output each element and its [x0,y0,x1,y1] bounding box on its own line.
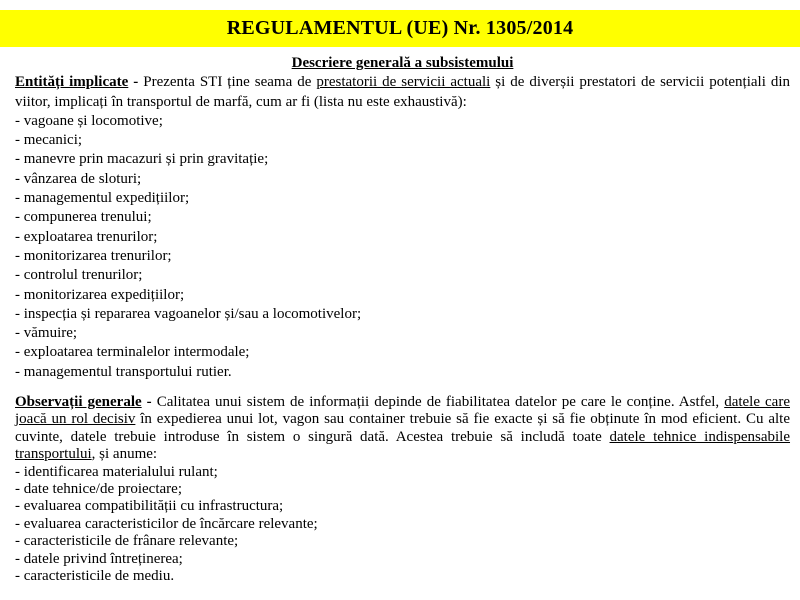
list-item: - vânzarea de sloturi; [15,170,790,189]
section-gap [15,382,790,394]
section2-underlined-1: datele care joacă un rol decisiv [15,394,790,428]
list-item: - exploatarea trenurilor; [15,228,790,247]
list-item: - managementul expedițiilor; [15,189,790,208]
list-item: - controlul trenurilor; [15,266,790,285]
section2-text-2: în expedierea unui lot, vagon sau container trebuie să fie exacte și să fie obținute în mod eficient. Cu alte cuvinte, datele trebuie introduse în sistem o singură dată. Acestea trebuie să includă toate [15,411,790,445]
list-item: - monitorizarea expedițiilor; [15,286,790,305]
section1-text-2: și de diverșii prestatori de servicii potențiali din viitor, implicați în transportul de marfă, cum ar fi (lista nu este exhaustivă): [15,74,791,110]
title-bar [0,10,800,47]
list-item: - compunerea trenului; [15,208,790,227]
section2-underlined-2: datele tehnice indispensabile transportului [15,428,791,463]
section2-list [15,464,790,586]
list-item: - identificarea materialului rulant; [15,464,790,481]
list-item: - evaluarea caracteristicilor de încărcare relevante; [15,516,790,533]
list-item: - evaluarea compatibilității cu infrastructura; [15,498,790,515]
section1-dash: - [128,74,144,91]
document-body [15,54,790,586]
list-item: - date tehnice/de proiectare; [15,481,790,498]
section1-underlined-1: prestatorii de servicii actuali [316,74,491,91]
list-item: - caracteristicile de frânare relevante; [15,533,790,550]
list-item: - managementul transportului rutier. [15,363,790,382]
list-item: - exploatarea terminalelor intermodale; [15,343,790,362]
section-subtitle: Descriere generală a subsistemului [291,55,514,71]
list-item: - datele privind întreținerea; [15,551,790,568]
page-title: REGULAMENTUL (UE) Nr. 1305/2014 [226,17,574,39]
section1-paragraph [15,73,790,112]
section2-paragraph [15,394,790,464]
section2-text-3: , și anume: [91,446,158,463]
list-item: - vagoane și locomotive; [15,112,790,131]
list-item: - manevre prin macazuri și prin gravitație; [15,150,790,169]
list-item: - inspecția și repararea vagoanelor și/sau a locomotivelor; [15,305,790,324]
list-item: - mecanici; [15,131,790,150]
section1-lead: Entități implicate [15,74,129,91]
section2-lead: Observații generale [15,394,142,411]
section1-list [15,112,790,382]
list-item: - vămuire; [15,324,790,343]
section2-text-1: Calitatea unui sistem de informații depinde de fiabilitatea datelor pe care le conține. Astfel, [156,394,725,411]
list-item: - caracteristicile de mediu. [15,568,790,585]
section1-text-1: Prezenta STI ține seama de [143,74,317,91]
list-item: - monitorizarea trenurilor; [15,247,790,266]
section2-dash: - [141,394,157,411]
